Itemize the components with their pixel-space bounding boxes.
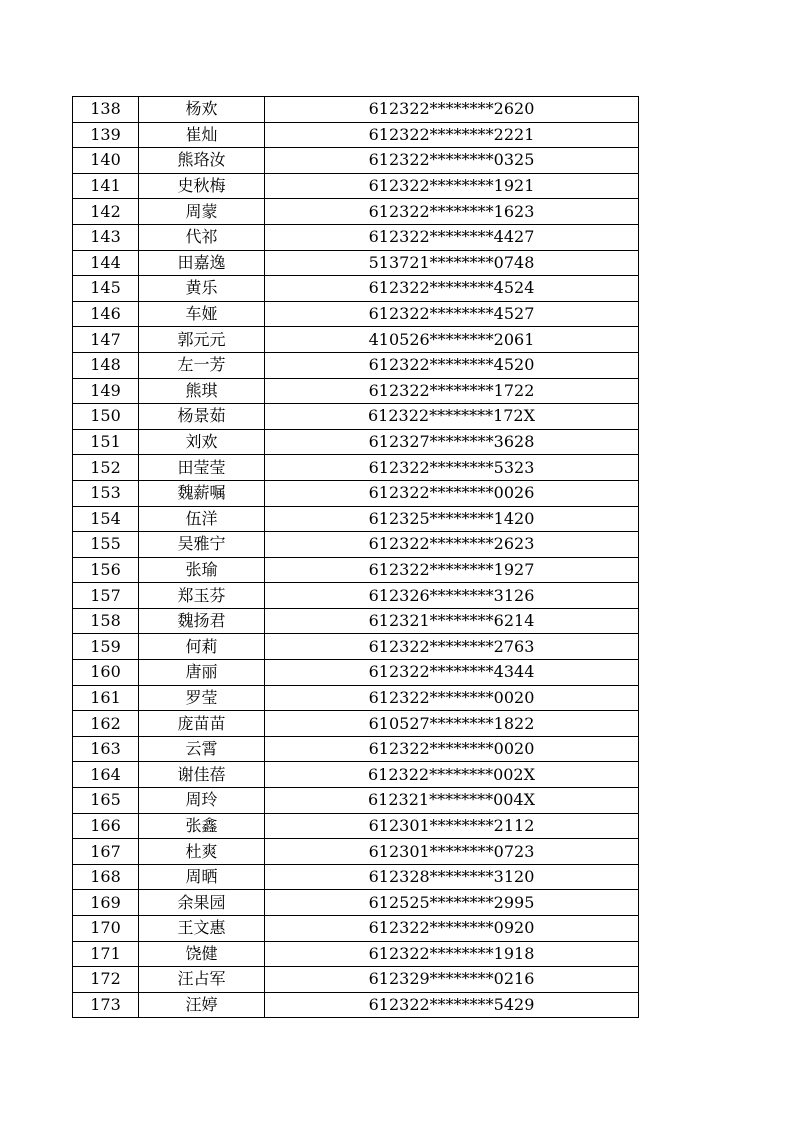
table-row	[73, 276, 639, 302]
row-number-cell: 141	[73, 173, 139, 199]
id-number-cell: 612322********4520	[265, 352, 639, 378]
id-number-cell: 612322********1918	[265, 941, 639, 967]
row-number-cell: 161	[73, 685, 139, 711]
row-number-cell: 162	[73, 711, 139, 737]
name-cell: 汪婷	[139, 992, 265, 1018]
id-number-cell: 612322********0020	[265, 685, 639, 711]
id-number-cell: 612525********2995	[265, 890, 639, 916]
table-row	[73, 480, 639, 506]
row-number-cell: 147	[73, 327, 139, 353]
id-number-cell: 612301********0723	[265, 839, 639, 865]
row-number-cell: 143	[73, 224, 139, 250]
id-number-cell: 612321********6214	[265, 608, 639, 634]
table-row	[73, 378, 639, 404]
name-cell: 史秋梅	[139, 173, 265, 199]
name-cell: 田嘉逸	[139, 250, 265, 276]
table-row	[73, 173, 639, 199]
row-number-cell: 159	[73, 634, 139, 660]
id-number-cell: 612322********0920	[265, 916, 639, 942]
id-number-cell: 612322********002X	[265, 762, 639, 788]
row-number-cell: 154	[73, 506, 139, 532]
id-number-cell: 612322********4527	[265, 301, 639, 327]
row-number-cell: 170	[73, 916, 139, 942]
row-number-cell: 153	[73, 480, 139, 506]
table-row	[73, 301, 639, 327]
row-number-cell: 168	[73, 864, 139, 890]
table-row	[73, 711, 639, 737]
id-number-cell: 612321********004X	[265, 788, 639, 814]
id-number-cell: 612322********1623	[265, 199, 639, 225]
name-cell: 饶健	[139, 941, 265, 967]
row-number-cell: 155	[73, 532, 139, 558]
name-cell: 郭元元	[139, 327, 265, 353]
table-row	[73, 685, 639, 711]
id-number-cell: 612322********5429	[265, 992, 639, 1018]
id-number-cell: 410526********2061	[265, 327, 639, 353]
name-cell: 云霄	[139, 736, 265, 762]
row-number-cell: 171	[73, 941, 139, 967]
id-number-cell: 612322********4524	[265, 276, 639, 302]
roster-table-body	[73, 97, 639, 1018]
id-number-cell: 612327********3628	[265, 429, 639, 455]
row-number-cell: 149	[73, 378, 139, 404]
name-cell: 周玲	[139, 788, 265, 814]
table-row	[73, 327, 639, 353]
row-number-cell: 163	[73, 736, 139, 762]
table-row	[73, 250, 639, 276]
name-cell: 唐丽	[139, 660, 265, 686]
name-cell: 汪占军	[139, 967, 265, 993]
name-cell: 杨景茹	[139, 404, 265, 430]
table-row	[73, 992, 639, 1018]
name-cell: 代祁	[139, 224, 265, 250]
row-number-cell: 173	[73, 992, 139, 1018]
table-row	[73, 506, 639, 532]
row-number-cell: 157	[73, 583, 139, 609]
name-cell: 郑玉芬	[139, 583, 265, 609]
row-number-cell: 160	[73, 660, 139, 686]
table-row	[73, 634, 639, 660]
row-number-cell: 172	[73, 967, 139, 993]
table-row	[73, 941, 639, 967]
table-row	[73, 583, 639, 609]
table-row	[73, 864, 639, 890]
row-number-cell: 148	[73, 352, 139, 378]
table-row	[73, 455, 639, 481]
name-cell: 余果园	[139, 890, 265, 916]
name-cell: 何莉	[139, 634, 265, 660]
table-row	[73, 660, 639, 686]
id-number-cell: 612329********0216	[265, 967, 639, 993]
name-cell: 周蒙	[139, 199, 265, 225]
table-row	[73, 532, 639, 558]
id-number-cell: 612322********0020	[265, 736, 639, 762]
id-number-cell: 612328********3120	[265, 864, 639, 890]
id-number-cell: 612322********1722	[265, 378, 639, 404]
row-number-cell: 142	[73, 199, 139, 225]
name-cell: 杨欢	[139, 97, 265, 123]
row-number-cell: 164	[73, 762, 139, 788]
row-number-cell: 145	[73, 276, 139, 302]
name-cell: 刘欢	[139, 429, 265, 455]
id-number-cell: 612322********5323	[265, 455, 639, 481]
table-row	[73, 352, 639, 378]
id-number-cell: 610527********1822	[265, 711, 639, 737]
table-row	[73, 199, 639, 225]
row-number-cell: 158	[73, 608, 139, 634]
name-cell: 熊琪	[139, 378, 265, 404]
table-row	[73, 557, 639, 583]
name-cell: 车娅	[139, 301, 265, 327]
row-number-cell: 152	[73, 455, 139, 481]
row-number-cell: 144	[73, 250, 139, 276]
name-cell: 左一芳	[139, 352, 265, 378]
table-row	[73, 122, 639, 148]
id-number-cell: 612326********3126	[265, 583, 639, 609]
name-cell: 伍洋	[139, 506, 265, 532]
id-number-cell: 612322********0026	[265, 480, 639, 506]
table-row	[73, 608, 639, 634]
name-cell: 谢佳蓓	[139, 762, 265, 788]
row-number-cell: 169	[73, 890, 139, 916]
id-number-cell: 612322********2221	[265, 122, 639, 148]
name-cell: 黄乐	[139, 276, 265, 302]
id-number-cell: 612301********2112	[265, 813, 639, 839]
name-cell: 田莹莹	[139, 455, 265, 481]
table-row	[73, 813, 639, 839]
name-cell: 熊珞汝	[139, 148, 265, 174]
name-cell: 张瑜	[139, 557, 265, 583]
table-row	[73, 839, 639, 865]
row-number-cell: 150	[73, 404, 139, 430]
table-row	[73, 148, 639, 174]
table-row	[73, 97, 639, 123]
name-cell: 王文惠	[139, 916, 265, 942]
table-row	[73, 429, 639, 455]
row-number-cell: 167	[73, 839, 139, 865]
row-number-cell: 151	[73, 429, 139, 455]
table-row	[73, 967, 639, 993]
name-cell: 崔灿	[139, 122, 265, 148]
row-number-cell: 140	[73, 148, 139, 174]
name-cell: 张鑫	[139, 813, 265, 839]
id-number-cell: 612322********2620	[265, 97, 639, 123]
name-cell: 庞苗苗	[139, 711, 265, 737]
id-number-cell: 612322********2763	[265, 634, 639, 660]
name-cell: 周晒	[139, 864, 265, 890]
id-number-cell: 612322********1921	[265, 173, 639, 199]
id-number-cell: 612325********1420	[265, 506, 639, 532]
id-number-cell: 513721********0748	[265, 250, 639, 276]
row-number-cell: 139	[73, 122, 139, 148]
id-number-cell: 612322********4344	[265, 660, 639, 686]
row-number-cell: 165	[73, 788, 139, 814]
id-number-cell: 612322********172X	[265, 404, 639, 430]
id-number-cell: 612322********0325	[265, 148, 639, 174]
table-row	[73, 404, 639, 430]
row-number-cell: 138	[73, 97, 139, 123]
table-row	[73, 224, 639, 250]
row-number-cell: 156	[73, 557, 139, 583]
roster-table	[72, 96, 639, 1018]
row-number-cell: 166	[73, 813, 139, 839]
name-cell: 罗莹	[139, 685, 265, 711]
name-cell: 魏薪嘱	[139, 480, 265, 506]
table-row	[73, 916, 639, 942]
table-row	[73, 762, 639, 788]
name-cell: 吴雅宁	[139, 532, 265, 558]
id-number-cell: 612322********4427	[265, 224, 639, 250]
id-number-cell: 612322********2623	[265, 532, 639, 558]
name-cell: 杜爽	[139, 839, 265, 865]
name-cell: 魏扬君	[139, 608, 265, 634]
table-row	[73, 890, 639, 916]
id-number-cell: 612322********1927	[265, 557, 639, 583]
table-row	[73, 736, 639, 762]
row-number-cell: 146	[73, 301, 139, 327]
table-row	[73, 788, 639, 814]
